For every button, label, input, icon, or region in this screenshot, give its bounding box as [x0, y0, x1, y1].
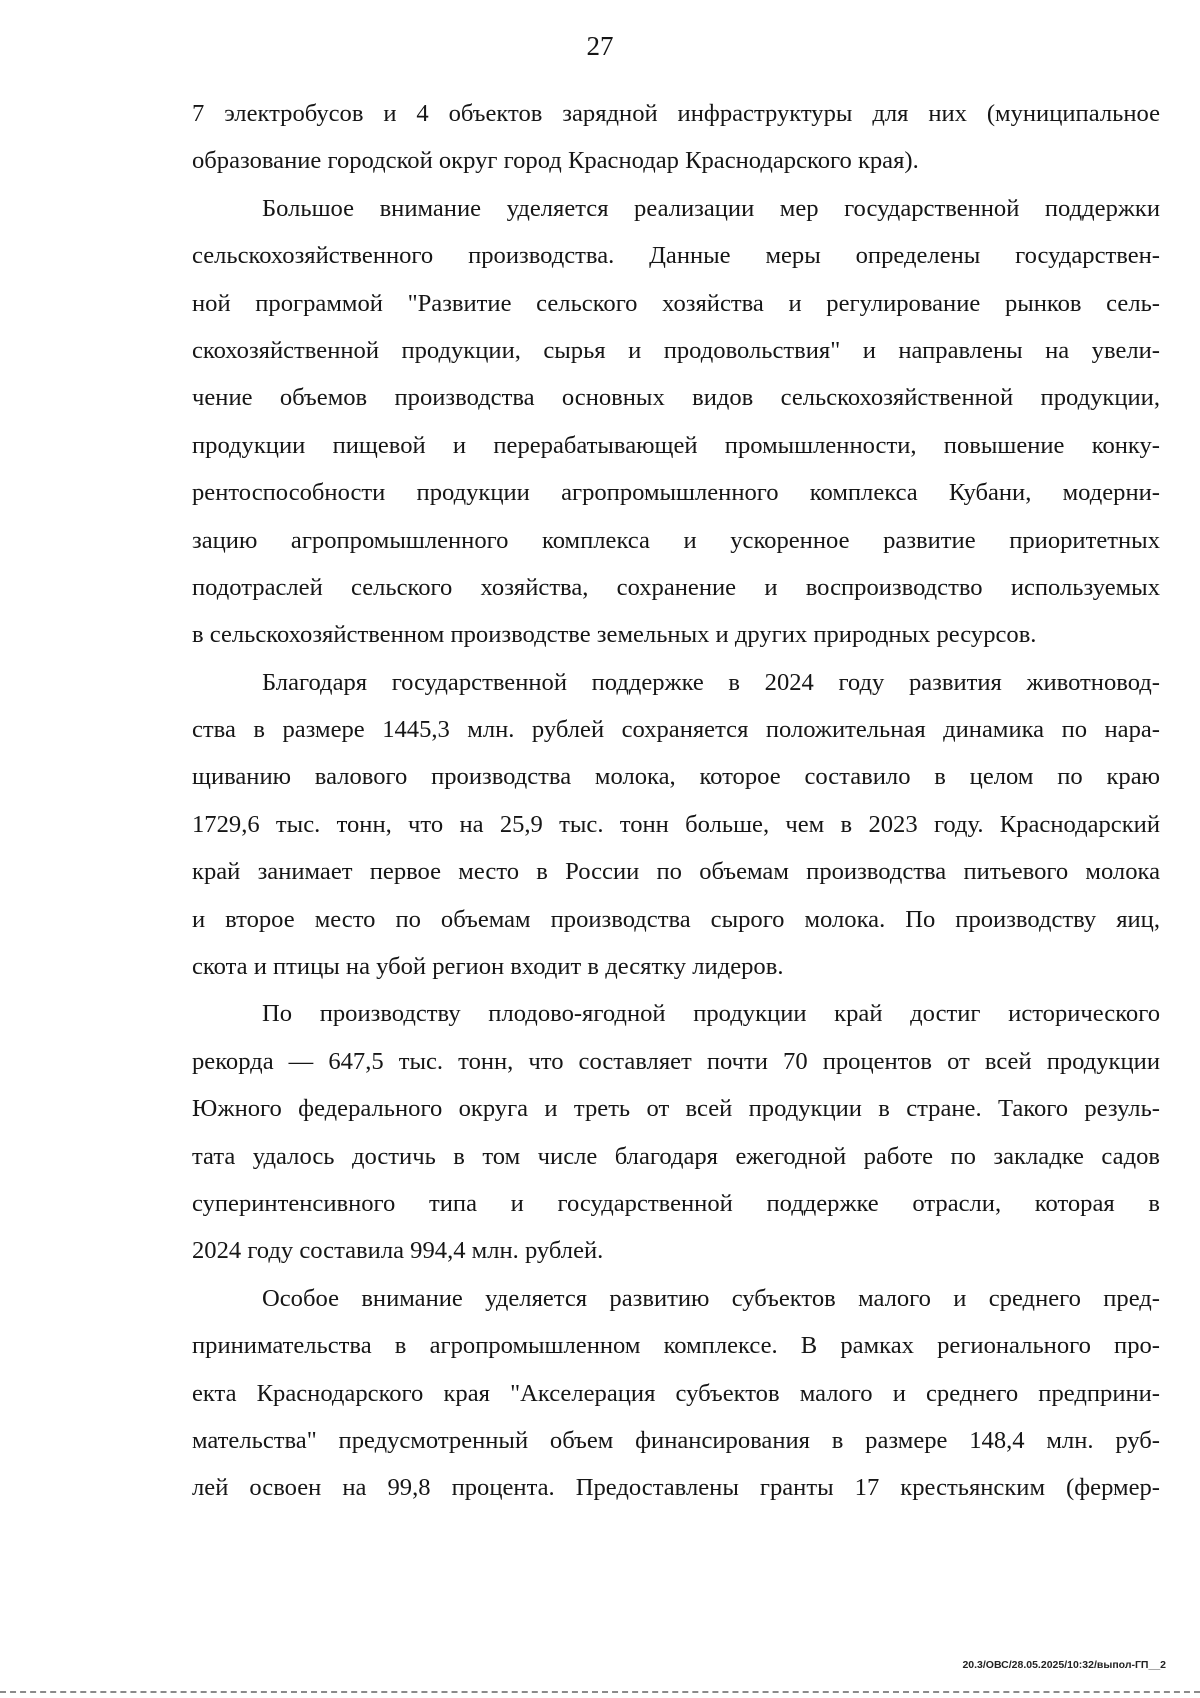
- text-line: и второе место по объемам производства сырого молока. По производству яиц,: [192, 905, 1160, 933]
- text-line: екта Краснодарского края "Акселерация субъектов малого и среднего предприни-: [192, 1379, 1160, 1407]
- text-line: лей освоен на 99,8 процента. Предоставлены гранты 17 крестьянским (фермер-: [192, 1474, 1160, 1502]
- document-footer-code: 20.3/ОВС/28.05.2025/10:32/выпол-ГП__2: [962, 1659, 1166, 1671]
- text-line: принимательства в агропромышленном комплексе. В рамках регионального про-: [192, 1332, 1160, 1360]
- text-line: образование городской округ город Краснодар Краснодарского края).: [192, 147, 919, 175]
- text-line: скохозяйственной продукции, сырья и продовольствия" и направлены на увели-: [192, 336, 1160, 364]
- text-line: зацию агропромышленного комплекса и ускоренное развитие приоритетных: [192, 526, 1160, 554]
- text-line: 7 электробусов и 4 объектов зарядной инфраструктуры для них (муниципальное: [192, 100, 1160, 127]
- text-line: в сельскохозяйственном производстве земельных и других природных ресурсов.: [192, 621, 1037, 649]
- text-line: По производству плодово-ягодной продукции край достиг исторического: [262, 1000, 1160, 1028]
- page-number: 27: [586, 31, 614, 61]
- text-line: мательства" предусмотренный объем финансирования в размере 148,4 млн. руб-: [192, 1426, 1160, 1454]
- text-line: край занимает первое место в России по объемам производства питьевого молока: [192, 858, 1160, 886]
- text-line: 1729,6 тыс. тонн, что на 25,9 тыс. тонн больше, чем в 2023 году. Краснодарский: [192, 810, 1160, 838]
- text-line: скота и птицы на убой регион входит в десятку лидеров.: [192, 953, 784, 981]
- text-line: рентоспособности продукции агропромышленного комплекса Кубани, модерни-: [192, 479, 1160, 507]
- text-line: Благодаря государственной поддержке в 2024 году развития животновод-: [262, 668, 1160, 696]
- text-line: продукции пищевой и перерабатывающей промышленности, повышение конку-: [192, 431, 1160, 459]
- text-line: 2024 году составила 994,4 млн. рублей.: [192, 1237, 604, 1265]
- text-line: Южного федерального округа и треть от всей продукции в стране. Такого резуль-: [192, 1095, 1160, 1123]
- text-line: Большое внимание уделяется реализации мер государственной поддержки: [262, 194, 1160, 222]
- text-line: ства в размере 1445,3 млн. рублей сохраняется положительная динамика по нара-: [192, 716, 1160, 744]
- text-line: сельскохозяйственного производства. Данные меры определены государствен-: [192, 242, 1160, 270]
- body-text: [192, 90, 1160, 1512]
- text-line: тата удалось достичь в том числе благодаря ежегодной работе по закладке садов: [192, 1142, 1160, 1170]
- scan-edge-line: [0, 1691, 1200, 1693]
- text-line: рекорда — 647,5 тыс. тонн, что составляет почти 70 процентов от всей продукции: [192, 1047, 1160, 1075]
- text-line: суперинтенсивного типа и государственной поддержке отрасли, которая в: [192, 1189, 1160, 1217]
- text-line: подотраслей сельского хозяйства, сохранение и воспроизводство используемых: [192, 573, 1160, 601]
- text-line: Особое внимание уделяется развитию субъектов малого и среднего пред-: [262, 1284, 1160, 1312]
- text-line: чение объемов производства основных видов сельскохозяйственной продукции,: [192, 384, 1160, 412]
- text-line: ной программой "Развитие сельского хозяйства и регулирование рынков сель-: [192, 289, 1160, 317]
- text-line: щиванию валового производства молока, которое составило в целом по краю: [192, 763, 1160, 791]
